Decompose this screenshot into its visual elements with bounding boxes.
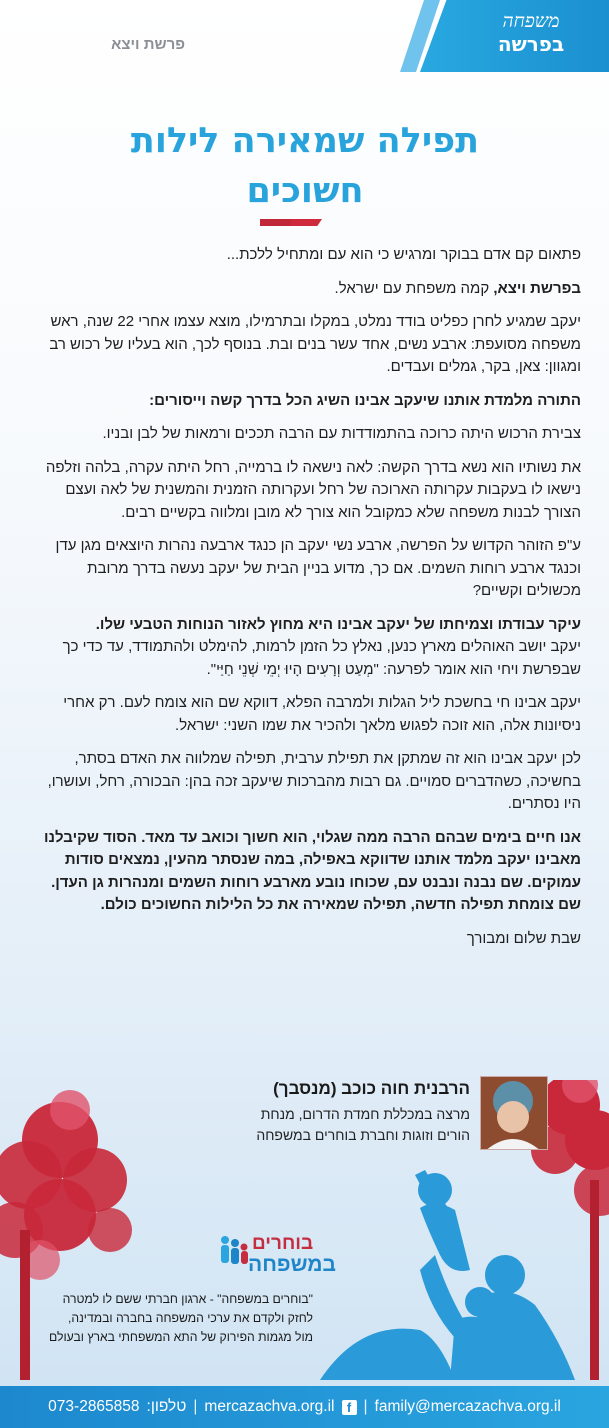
- paragraph-bold-lead: עיקר עבודתו וצמיחתו של יעקב אבינו היא מחוץ לאזור הנוחות הטבעי שלו.: [95, 615, 581, 633]
- footer-contact-bar: [0, 1386, 609, 1428]
- article-body: [38, 244, 581, 961]
- paragraph: לכן יעקב אבינו הוא זה שמתקן את תפילת ערבית, תפילה שמלווה את האדם בסתר, בחשיכה, כשהדברים סמויים. גם רבות מהברכות שיעקב זכה בהן: הבכורה, רחל, ועושרו, היו נסתרים.: [47, 750, 581, 812]
- parasha-label: פרשת ויצא: [111, 36, 185, 53]
- footer-email-link[interactable]: family@mercazachva.org.il: [374, 1398, 561, 1415]
- closing-blessing: שבת שלום ומבורך: [466, 929, 581, 947]
- author-portrait-image: [480, 1077, 547, 1150]
- paragraph-bold: אנו חיים בימים שבהם הרבה ממה שגלוי, הוא חשוך וכואב עד מאד. הסוד שקיבלנו מאבינו יעקב מלמד אותנו שדווקא באפילה, במה שנסתר מהעין, נמצאים סודות עמוקים. שם נבנה ונבנט עם, שכוחו נובע מארבע רוחות השמים ומנהרות גן העדן. שם צומחת תפילה חדשה, תפילה שמאירה את כל הלילות החשוכים כולם.: [44, 828, 581, 913]
- author-name: הרבנית חוה כוכב (מנסבך): [273, 1079, 470, 1098]
- org-description-line: "בוחרים במשפחה" - ארגון חברתי ששם לו למטרה: [62, 1292, 313, 1306]
- paragraph: יעקב שמגיע לחרן כפליט בודד נמלט, במקלו ובתרמילו, מוצא עצמו אחרי 22 שנה, ראש משפחה מסועפת: ארבע נשים, אחד עשר בנים ובת. בנוסף לכך, הוא בעליו של רכוש רב ומגוון: צאן, בקר, גמלים ועבדים.: [49, 313, 581, 375]
- brand-logo-line2: בפרשה: [497, 32, 565, 56]
- org-logo: [218, 1232, 336, 1282]
- footer-website-link[interactable]: mercazachva.org.il: [204, 1398, 335, 1415]
- author-bio-line: הורים וזוגות וחברת בוחרים במשפחה: [256, 1127, 470, 1143]
- title-underline: [260, 219, 322, 226]
- paragraph: את נשותיו הוא נשא בדרך הקשה: לאה נישאה לו ברמייה, רחל היתה עקרה, בלהה וזלפה נישאו לו בעקבות עקרותה הארוכה של רחל ועקרותה הזמנית והמשנית של לאה ועצם הצורך לבנות משפחה שלא כמקובל הוא צורך לא מובן ומלווה בקשיים רבים.: [45, 458, 581, 521]
- author-photo: [480, 1076, 548, 1150]
- paragraph: פתאום קם אדם בבוקר ומרגיש כי הוא עם ומתחיל ללכת...: [226, 246, 581, 263]
- paragraph-bold-lead: בפרשת ויצא,: [493, 279, 581, 297]
- author-bio-line: מרצה במכללת חמדת הדרום, מנחת: [260, 1106, 470, 1122]
- paragraph: צבירת הרכוש היתה כרוכה בהתמודדות עם הרבה תככים ורמאות של לבן ובניו.: [102, 425, 581, 442]
- footer-phone-label: טלפון:: [146, 1398, 187, 1415]
- author-bio: [150, 1104, 470, 1146]
- org-logo-word1: בוחרים: [252, 1233, 314, 1254]
- footer-separator: |: [193, 1398, 198, 1415]
- footer-phone-number[interactable]: 073-2865858: [48, 1398, 140, 1415]
- paragraph: יעקב אבינו חי בחשכת ליל הגלות ולמרבה הפלא, דווקא שם הוא צומח לעם. רק אחרי ניסיונות אלה, הוא זוכה לפגוש מלאך ולהכיר את שמו השני: ישראל.: [63, 694, 581, 734]
- paragraph-text: יעקב יושב האוהלים מארץ כנען, נאלץ כל הזמן לרמות, להימלט ולהתמודד, עד כדי כך שבפרשת ויחי הוא אומר לפרעה: "מְעַט וְרָעִים הָיוּ יְמֵי שְׁנֵי חַיַּי".: [62, 638, 581, 678]
- org-logo-word2: במשפחה: [248, 1253, 336, 1276]
- page-title: תפילה שמאירה לילות חשוכים: [130, 121, 480, 211]
- brand-logo: [476, 10, 586, 56]
- org-description: [38, 1290, 313, 1347]
- family-silhouette-illustration: [320, 1170, 575, 1380]
- brand-logo-line1: משפחה: [502, 10, 560, 32]
- footer-separator: |: [363, 1398, 368, 1415]
- paragraph-text: קמה משפחת עם ישראל.: [334, 279, 494, 297]
- facebook-icon[interactable]: f: [342, 1400, 357, 1415]
- org-description-line: מול מגמות הפירוק של התא המשפחתי בארץ ובעולם: [49, 1330, 313, 1344]
- org-description-line: לחזק ולקדם את ערכי המשפחה בחברה ובמדינה,: [67, 1311, 313, 1325]
- paragraph: ע"פ הזוהר הקדוש על הפרשה, ארבע נשי יעקב הן כנגד ארבעה נהרות היוצאים מגן עדן וכנגד ארבע רוחות השמים. אם כך, מדוע בניין הבית של יעקב נעשה בדרך מרובת מכשולים וקשיים?: [55, 537, 581, 599]
- paragraph-bold: התורה מלמדת אותנו שיעקב אבינו השיג הכל בדרך קשה וייסורים:: [149, 391, 581, 409]
- paragraph: [38, 278, 581, 301]
- family-figures-icon: [218, 1234, 250, 1279]
- paragraph: [38, 614, 581, 682]
